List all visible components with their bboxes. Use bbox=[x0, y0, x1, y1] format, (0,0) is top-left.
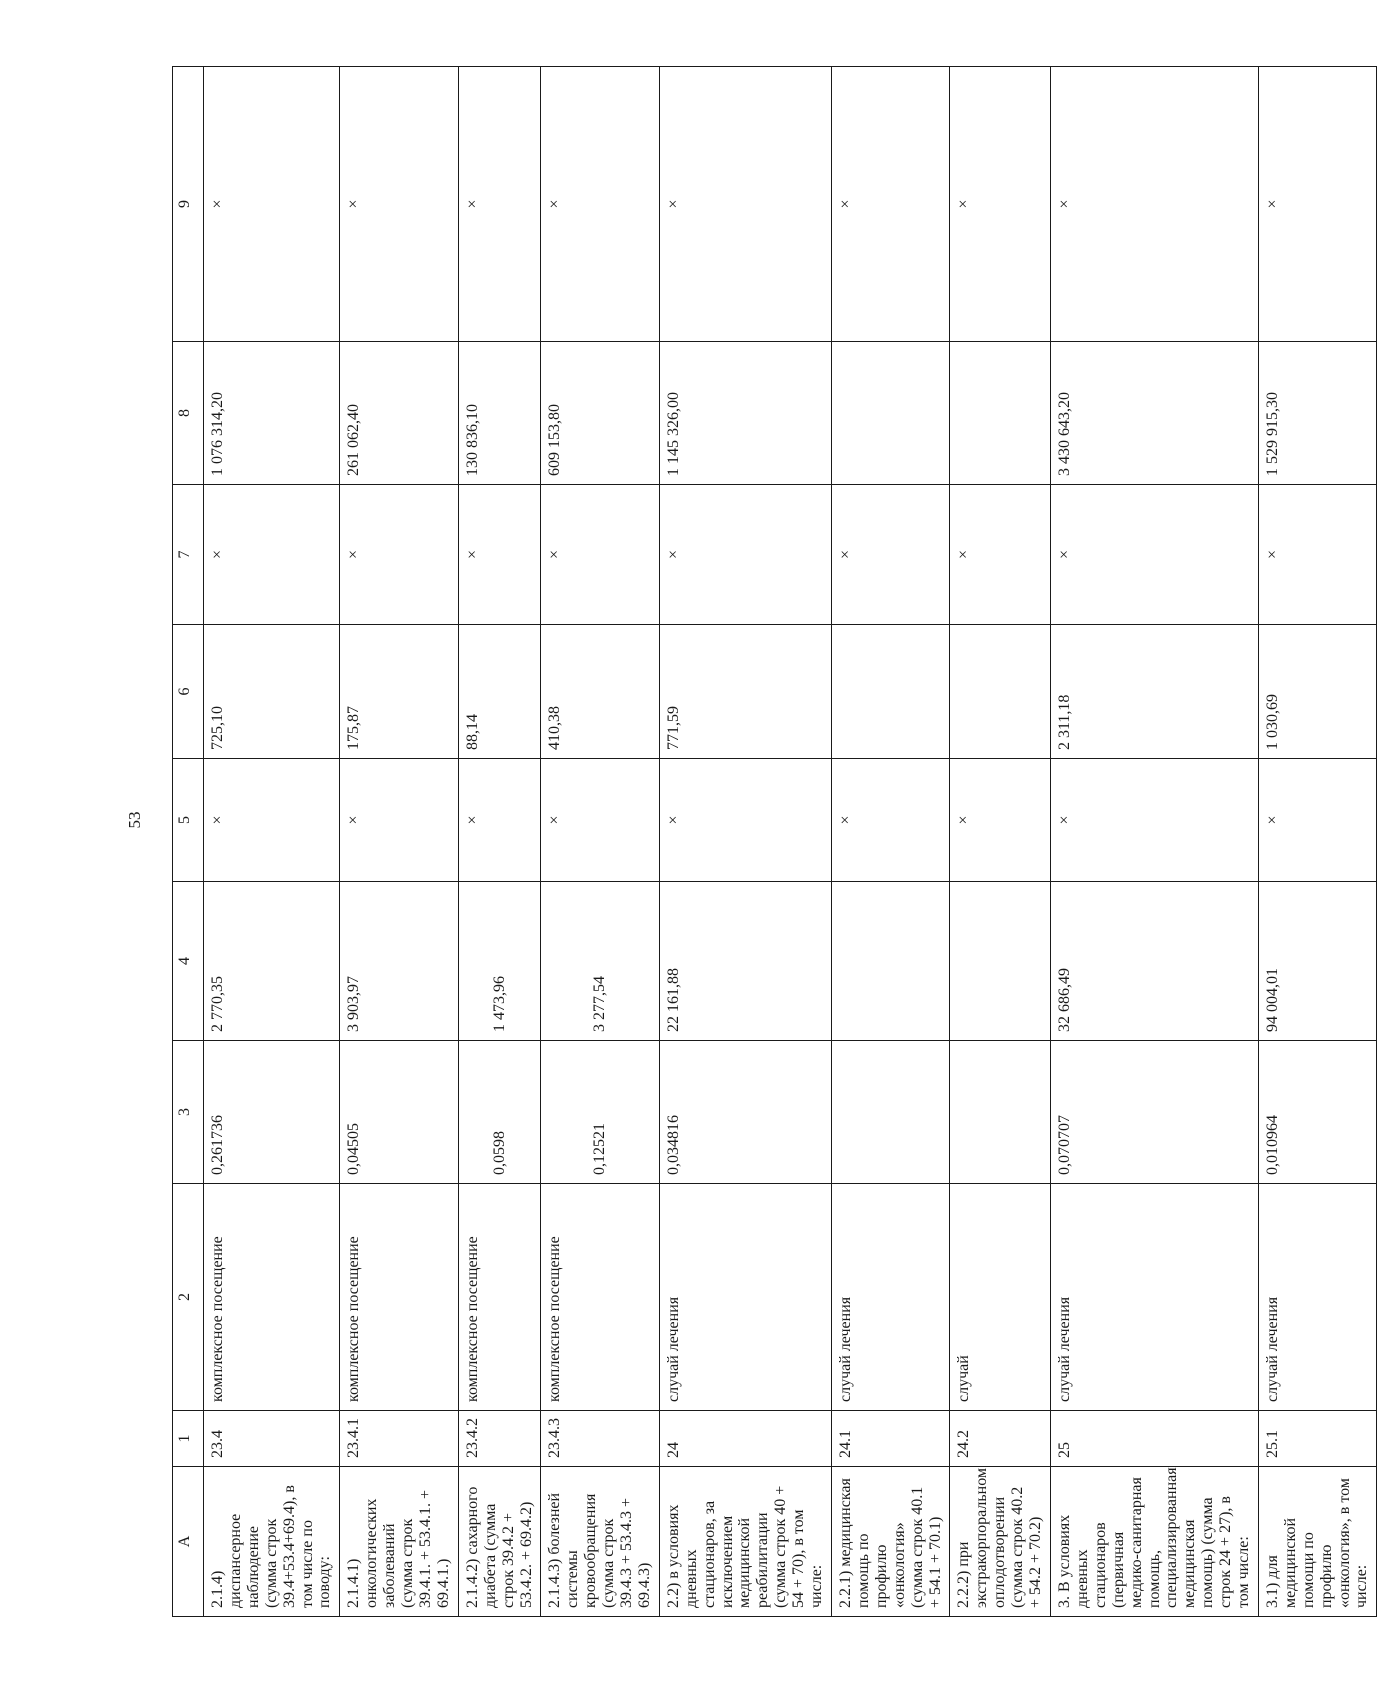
row-name: 3.1) для медицинской помощи по профилю «онкология», в том числе: bbox=[1258, 1467, 1376, 1617]
cell-col6: 410,38 bbox=[541, 625, 659, 759]
cell-col5: × bbox=[832, 759, 950, 882]
cell-col5: × bbox=[541, 759, 659, 882]
row-name: 2.2.1) медицинская помощь по профилю «онкология» (сумма строк 40.1 + 54.1 + 70.1) bbox=[832, 1467, 950, 1617]
row-name: 2.1.4.3) болезней системы кровообращения (сумма строк 39.4.3 + 53.4.3 + 69.4.3) bbox=[541, 1467, 659, 1617]
table-row bbox=[1050, 67, 1258, 1617]
row-name: 3. В условиях дневных стационаров (первичная медико-санитарная помощь, специализированная медицинская помощь) (сумма строк 24 + 27), в том числе: bbox=[1050, 1467, 1258, 1617]
row-unit: комплексное посещение bbox=[340, 1184, 458, 1411]
row-code: 23.4.3 bbox=[541, 1411, 659, 1467]
cost-table bbox=[172, 66, 1377, 1617]
row-code: 25.1 bbox=[1258, 1411, 1376, 1467]
row-code: 24.2 bbox=[950, 1411, 1051, 1467]
header-cell: 3 bbox=[173, 1041, 204, 1184]
cell-col4: 3 903,97 bbox=[340, 882, 458, 1041]
header-cell: 7 bbox=[173, 485, 204, 625]
row-name: 2.1.4.2) сахарного диабета (сумма строк 39.4.2 + 53.4.2. + 69.4.2) bbox=[458, 1467, 541, 1617]
cost-table-container bbox=[172, 67, 1371, 1617]
cell-col5: × bbox=[340, 759, 458, 882]
table-row bbox=[541, 67, 659, 1617]
header-cell: 4 bbox=[173, 882, 204, 1041]
row-code: 25 bbox=[1050, 1411, 1258, 1467]
cell-col6: 88,14 bbox=[458, 625, 541, 759]
table-row bbox=[458, 67, 541, 1617]
row-unit: комплексное посещение bbox=[541, 1184, 659, 1411]
row-unit: случай bbox=[950, 1184, 1051, 1411]
cell-col6: 771,59 bbox=[659, 625, 831, 759]
row-unit: комплексное посещение bbox=[458, 1184, 541, 1411]
cell-col7: × bbox=[1258, 485, 1376, 625]
table-row bbox=[950, 67, 1051, 1617]
cell-col9: × bbox=[458, 67, 541, 342]
cell-col8: 261 062,40 bbox=[340, 342, 458, 485]
table-row bbox=[832, 67, 950, 1617]
header-cell: 5 bbox=[173, 759, 204, 882]
table-row bbox=[204, 67, 340, 1617]
cell-col6: 175,87 bbox=[340, 625, 458, 759]
row-unit: случай лечения bbox=[659, 1184, 831, 1411]
cell-col9: × bbox=[1050, 67, 1258, 342]
cell-col5: × bbox=[458, 759, 541, 882]
row-unit: случай лечения bbox=[832, 1184, 950, 1411]
header-cell: 9 bbox=[173, 67, 204, 342]
cell-col4 bbox=[832, 882, 950, 1041]
row-unit: случай лечения bbox=[1050, 1184, 1258, 1411]
cell-col6 bbox=[832, 625, 950, 759]
table-row bbox=[1258, 67, 1376, 1617]
page-number: 53 bbox=[125, 811, 144, 829]
header-cell: 2 bbox=[173, 1184, 204, 1411]
header-cell: A bbox=[173, 1467, 204, 1617]
row-code: 23.4 bbox=[204, 1411, 340, 1467]
row-code: 23.4.1 bbox=[340, 1411, 458, 1467]
cell-col8: 609 153,80 bbox=[541, 342, 659, 485]
cell-col5: × bbox=[950, 759, 1051, 882]
cell-col6: 2 311,18 bbox=[1050, 625, 1258, 759]
row-unit: комплексное посещение bbox=[204, 1184, 340, 1411]
cell-col7: × bbox=[1050, 485, 1258, 625]
cell-col7: × bbox=[950, 485, 1051, 625]
cell-col9: × bbox=[541, 67, 659, 342]
cell-col3: 0,12521 bbox=[541, 1041, 659, 1184]
cell-col5: × bbox=[659, 759, 831, 882]
header-cell: 6 bbox=[173, 625, 204, 759]
cell-col4: 3 277,54 bbox=[541, 882, 659, 1041]
cell-col3: 0,04505 bbox=[340, 1041, 458, 1184]
cell-col9: × bbox=[832, 67, 950, 342]
cell-col9: × bbox=[340, 67, 458, 342]
cell-col3: 0,034816 bbox=[659, 1041, 831, 1184]
cell-col9: × bbox=[1258, 67, 1376, 342]
cell-col7: × bbox=[541, 485, 659, 625]
header-cell: 1 bbox=[173, 1411, 204, 1467]
cell-col8: 1 145 326,00 bbox=[659, 342, 831, 485]
cell-col4: 22 161,88 bbox=[659, 882, 831, 1041]
cell-col7: × bbox=[204, 485, 340, 625]
row-name: 2.2.2) при экстракорпоральном оплодотворении (сумма строк 40.2 + 54.2 + 70.2) bbox=[950, 1467, 1051, 1617]
cell-col6 bbox=[950, 625, 1051, 759]
cell-col3: 0,0598 bbox=[458, 1041, 541, 1184]
cell-col3: 0,070707 bbox=[1050, 1041, 1258, 1184]
cell-col4: 94 004,01 bbox=[1258, 882, 1376, 1041]
cell-col8: 1 529 915,30 bbox=[1258, 342, 1376, 485]
cell-col8 bbox=[950, 342, 1051, 485]
row-code: 23.4.2 bbox=[458, 1411, 541, 1467]
cell-col3: 0,261736 bbox=[204, 1041, 340, 1184]
cell-col4: 1 473,96 bbox=[458, 882, 541, 1041]
cell-col9: × bbox=[659, 67, 831, 342]
cell-col8: 130 836,10 bbox=[458, 342, 541, 485]
table-row bbox=[340, 67, 458, 1617]
cell-col7: × bbox=[458, 485, 541, 625]
row-code: 24.1 bbox=[832, 1411, 950, 1467]
cell-col9: × bbox=[950, 67, 1051, 342]
cell-col8: 3 430 643,20 bbox=[1050, 342, 1258, 485]
cell-col8 bbox=[832, 342, 950, 485]
cell-col7: × bbox=[659, 485, 831, 625]
cell-col3 bbox=[832, 1041, 950, 1184]
cell-col3 bbox=[950, 1041, 1051, 1184]
cell-col6: 1 030,69 bbox=[1258, 625, 1376, 759]
cell-col7: × bbox=[340, 485, 458, 625]
header-row bbox=[173, 67, 204, 1617]
cell-col5: × bbox=[1050, 759, 1258, 882]
cell-col4: 32 686,49 bbox=[1050, 882, 1258, 1041]
cell-col8: 1 076 314,20 bbox=[204, 342, 340, 485]
cell-col7: × bbox=[832, 485, 950, 625]
row-unit: случай лечения bbox=[1258, 1184, 1376, 1411]
cell-col5: × bbox=[1258, 759, 1376, 882]
cell-col4 bbox=[950, 882, 1051, 1041]
table-row bbox=[659, 67, 831, 1617]
row-name: 2.2) в условиях дневных стационаров, за исключением медицинской реабилитации (сумма строк 40 + 54 + 70), в том числе: bbox=[659, 1467, 831, 1617]
header-cell: 8 bbox=[173, 342, 204, 485]
cell-col4: 2 770,35 bbox=[204, 882, 340, 1041]
row-code: 24 bbox=[659, 1411, 831, 1467]
row-name: 2.1.4.1) онкологических заболеваний (сумма строк 39.4.1. + 53.4.1. + 69.4.1.) bbox=[340, 1467, 458, 1617]
cell-col6: 725,10 bbox=[204, 625, 340, 759]
row-name: 2.1.4) диспансерное наблюдение (сумма строк 39.4+53.4+69.4), в том числе по поводу: bbox=[204, 1467, 340, 1617]
cell-col9: × bbox=[204, 67, 340, 342]
cell-col5: × bbox=[204, 759, 340, 882]
cell-col3: 0,010964 bbox=[1258, 1041, 1376, 1184]
